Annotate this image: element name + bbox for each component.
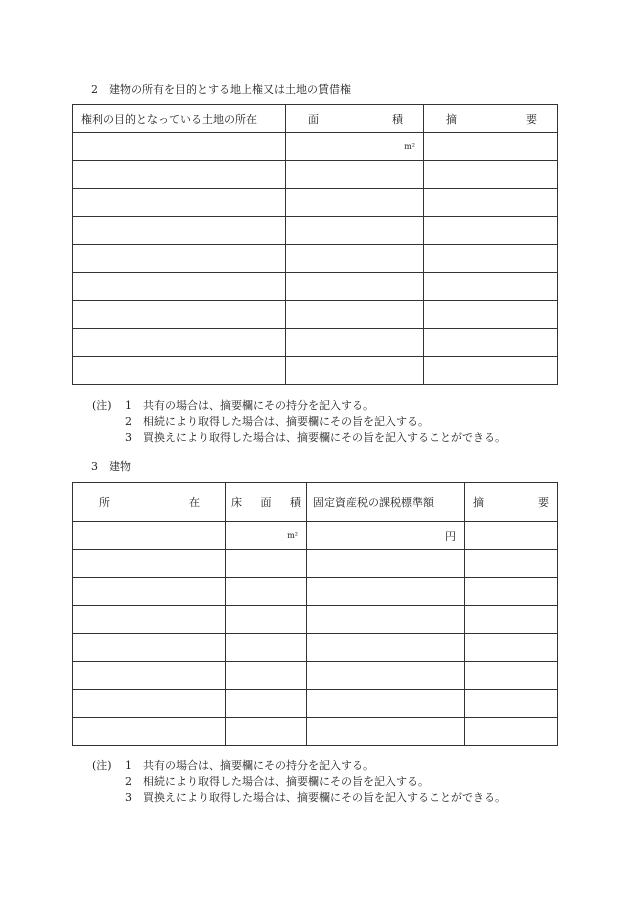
cell-remarks[interactable] xyxy=(424,189,558,217)
section-3-title: 建物 xyxy=(109,460,131,473)
note-text: 相続により取得した場合は、摘要欄にその旨を記入する。 xyxy=(143,775,429,788)
note-text: 買換えにより取得した場合は、摘要欄にその旨を記入することができる。 xyxy=(143,431,506,444)
cell-area[interactable] xyxy=(286,357,424,385)
cell-tax-base[interactable] xyxy=(307,634,465,662)
cell-tax-base[interactable] xyxy=(307,718,465,746)
cell-remarks[interactable] xyxy=(424,273,558,301)
cell-area[interactable] xyxy=(286,189,424,217)
note-number: 3 xyxy=(125,431,132,444)
cell-remarks[interactable] xyxy=(465,690,558,718)
note-number: 2 xyxy=(125,415,132,428)
cell-tax-base[interactable] xyxy=(307,550,465,578)
header-area: 面 積 xyxy=(286,105,424,133)
cell-area[interactable] xyxy=(286,273,424,301)
table-row xyxy=(73,357,558,385)
cell-location[interactable] xyxy=(73,690,226,718)
cell-location[interactable] xyxy=(73,217,286,245)
cell-remarks[interactable] xyxy=(424,301,558,329)
table-row xyxy=(73,522,558,550)
cell-remarks[interactable] xyxy=(424,357,558,385)
cell-tax-base[interactable] xyxy=(307,522,465,550)
cell-floor-area[interactable] xyxy=(226,690,307,718)
area-unit: m² xyxy=(287,531,298,540)
table-row xyxy=(73,690,558,718)
table-row xyxy=(73,301,558,329)
note-number: 3 xyxy=(125,791,132,804)
cell-location[interactable] xyxy=(73,606,226,634)
cell-area[interactable] xyxy=(286,133,424,161)
table-row xyxy=(73,329,558,357)
cell-remarks[interactable] xyxy=(465,606,558,634)
cell-area[interactable] xyxy=(286,301,424,329)
cell-location[interactable] xyxy=(73,189,286,217)
cell-remarks[interactable] xyxy=(424,329,558,357)
cell-area[interactable] xyxy=(286,329,424,357)
table-header-row xyxy=(73,483,558,522)
cell-remarks[interactable] xyxy=(465,634,558,662)
table-header-row xyxy=(73,105,558,133)
cell-remarks[interactable] xyxy=(465,662,558,690)
cell-remarks[interactable] xyxy=(465,578,558,606)
table-row xyxy=(73,634,558,662)
cell-remarks[interactable] xyxy=(424,133,558,161)
note-text: 共有の場合は、摘要欄にその持分を記入する。 xyxy=(143,399,374,412)
table-row xyxy=(73,245,558,273)
cell-location[interactable] xyxy=(73,634,226,662)
cell-location[interactable] xyxy=(73,329,286,357)
table-row xyxy=(73,189,558,217)
notes-section-3 xyxy=(92,758,506,806)
section-2-number: 2 xyxy=(91,83,98,96)
cell-location[interactable] xyxy=(73,357,286,385)
table-row xyxy=(73,273,558,301)
note-text: 買換えにより取得した場合は、摘要欄にその旨を記入することができる。 xyxy=(143,791,506,804)
table-row xyxy=(73,606,558,634)
note-number: 1 xyxy=(125,759,132,772)
note-number: 1 xyxy=(125,399,132,412)
notes-label: (注) xyxy=(92,399,112,412)
cell-floor-area[interactable] xyxy=(226,718,307,746)
land-rights-table xyxy=(72,104,558,385)
cell-remarks[interactable] xyxy=(424,245,558,273)
cell-tax-base[interactable] xyxy=(307,578,465,606)
cell-floor-area[interactable] xyxy=(226,662,307,690)
buildings-table xyxy=(72,482,558,746)
cell-floor-area[interactable] xyxy=(226,550,307,578)
cell-area[interactable] xyxy=(286,161,424,189)
cell-remarks[interactable] xyxy=(424,217,558,245)
note-text: 共有の場合は、摘要欄にその持分を記入する。 xyxy=(143,759,374,772)
cell-location[interactable] xyxy=(73,578,226,606)
cell-location[interactable] xyxy=(73,718,226,746)
cell-remarks[interactable] xyxy=(424,161,558,189)
cell-location[interactable] xyxy=(73,273,286,301)
table-row xyxy=(73,578,558,606)
cell-location[interactable] xyxy=(73,662,226,690)
cell-tax-base[interactable] xyxy=(307,606,465,634)
header-fixed-asset-tax-base: 固定資産税の課税標準額 xyxy=(307,483,465,522)
area-unit: m² xyxy=(404,142,415,151)
note-number: 2 xyxy=(125,775,132,788)
section-3-number: 3 xyxy=(91,460,98,473)
section-2-heading xyxy=(91,83,351,96)
cell-floor-area[interactable] xyxy=(226,522,307,550)
cell-tax-base[interactable] xyxy=(307,662,465,690)
cell-location[interactable] xyxy=(73,522,226,550)
table-row xyxy=(73,718,558,746)
cell-floor-area[interactable] xyxy=(226,606,307,634)
table-row xyxy=(73,161,558,189)
header-land-location: 権利の目的となっている土地の所在 xyxy=(73,105,286,133)
header-floor-area: 床 面 積 xyxy=(226,483,307,522)
cell-area[interactable] xyxy=(286,217,424,245)
table-row xyxy=(73,133,558,161)
cell-location[interactable] xyxy=(73,301,286,329)
notes-section-2 xyxy=(92,398,506,446)
note-text: 相続により取得した場合は、摘要欄にその旨を記入する。 xyxy=(143,415,429,428)
section-2-title: 建物の所有を目的とする地上権又は土地の賃借権 xyxy=(109,83,351,96)
table-row xyxy=(73,550,558,578)
header-location: 所 在 xyxy=(73,483,226,522)
cell-floor-area[interactable] xyxy=(226,634,307,662)
cell-location[interactable] xyxy=(73,550,226,578)
table-row xyxy=(73,662,558,690)
cell-area[interactable] xyxy=(286,245,424,273)
header-remarks: 摘 要 xyxy=(424,105,558,133)
cell-remarks[interactable] xyxy=(465,718,558,746)
cell-location[interactable] xyxy=(73,161,286,189)
cell-remarks[interactable] xyxy=(465,522,558,550)
cell-floor-area[interactable] xyxy=(226,578,307,606)
cell-tax-base[interactable] xyxy=(307,690,465,718)
notes-label: (注) xyxy=(92,759,112,772)
table-row xyxy=(73,217,558,245)
section-3-heading xyxy=(91,460,131,473)
header-remarks: 摘 要 xyxy=(465,483,558,522)
cell-location[interactable] xyxy=(73,245,286,273)
cell-location[interactable] xyxy=(73,133,286,161)
yen-unit: 円 xyxy=(445,529,456,543)
cell-remarks[interactable] xyxy=(465,550,558,578)
